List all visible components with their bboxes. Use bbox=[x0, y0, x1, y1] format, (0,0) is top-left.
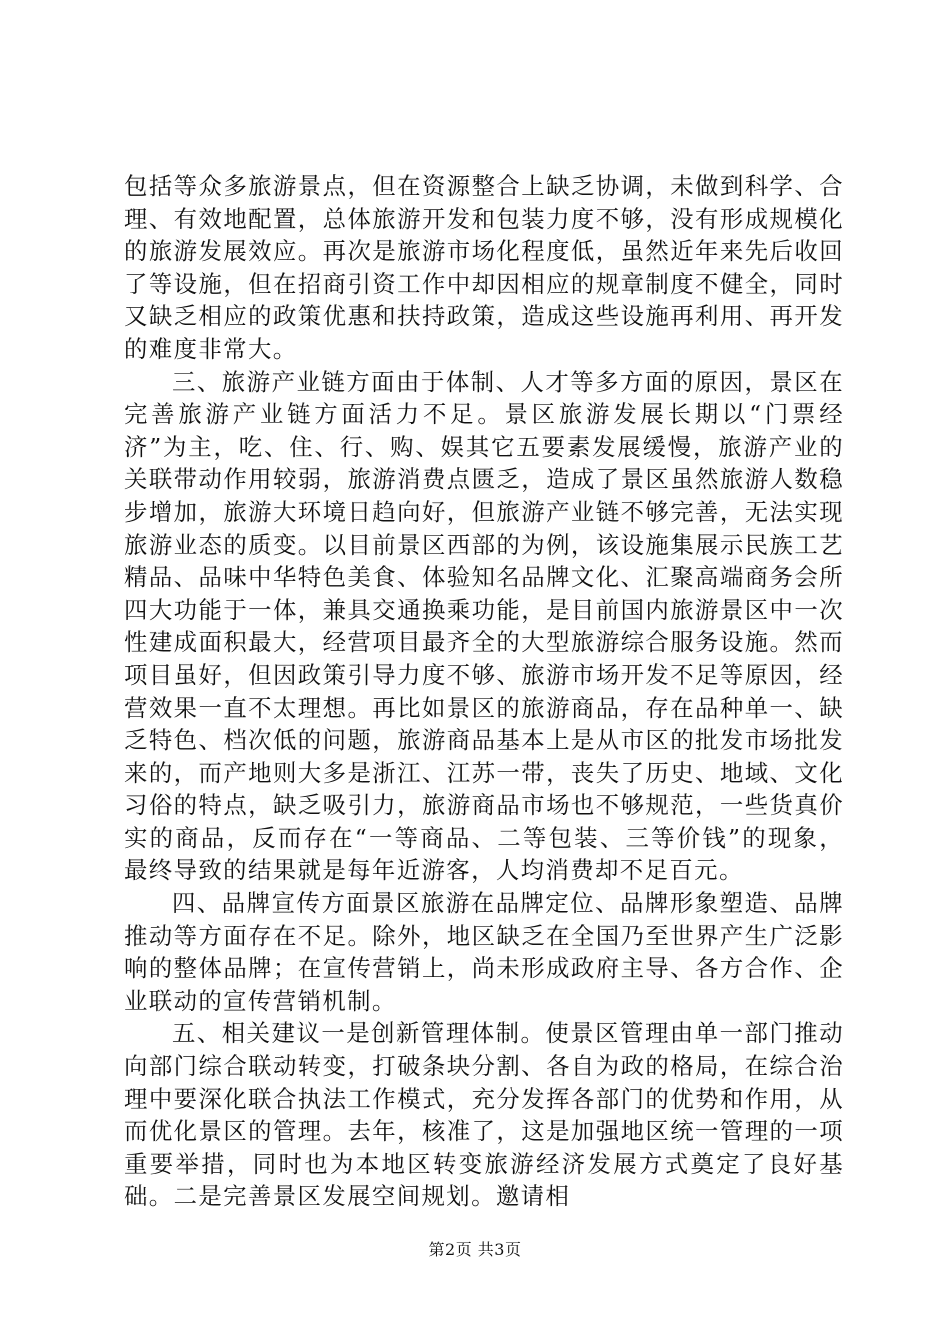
document-body bbox=[124, 170, 844, 1213]
paragraph-section-5: 五、相关建议一是创新管理体制。使景区管理由单一部门推动向部门综合联动转变，打破条块分割、各自为政的格局，在综合治理中要深化联合执法工作模式，充分发挥各部门的优势和作用，从而优化景区的管理。去年，核准了，这是加强地区统一管理的一项重要举措，同时也为本地区转变旅游经济发展方式奠定了良好基础。二是完善景区发展空间规划。邀请相 bbox=[124, 1019, 844, 1211]
paragraph-section-3: 三、旅游产业链方面由于体制、人才等多方面的原因，景区在完善旅游产业链方面活力不足。景区旅游发展长期以“门票经济”为主，吃、住、行、购、娱其它五要素发展缓慢，旅游产业的关联带动作用较弱，旅游消费点匮乏，造成了景区虽然旅游人数稳步增加，旅游大环境日趋向好，但旅游产业链不够完善，无法实现旅游业态的质变。以目前景区西部的为例，该设施集展示民族工艺精品、品味中华特色美食、体验知名品牌文化、汇聚高端商务会所四大功能于一体，兼具交通换乘功能，是目前国内旅游景区中一次性建成面积最大，经营项目最齐全的大型旅游综合服务设施。然而项目虽好，但因政策引导力度不够、旅游市场开发不足等原因，经营效果一直不太理想。再比如景区的旅游商品，存在品种单一、缺乏特色、档次低的问题，旅游商品基本上是从市区的批发市场批发来的，而产地则大多是浙江、江苏一带，丧失了历史、地域、文化习俗的特点，缺乏吸引力，旅游商品市场也不够规范，一些货真价实的商品，反而存在“一等商品、二等包装、三等价钱”的现象，最终导致的结果就是每年近游客，人均消费却不足百元。 bbox=[124, 367, 844, 885]
paragraph-continuation: 包括等众多旅游景点，但在资源整合上缺乏协调，未做到科学、合理、有效地配置，总体旅游开发和包装力度不够，没有形成规模化的旅游发展效应。再次是旅游市场化程度低，虽然近年来先后收回了等设施，但在招商引资工作中却因相应的规章制度不健全，同时又缺乏相应的政策优惠和扶持政策，造成这些设施再利用、再开发的难度非常大。 bbox=[124, 172, 844, 363]
paragraph-section-4: 四、品牌宣传方面景区旅游在品牌定位、品牌形象塑造、品牌推动等方面存在不足。除外，地区缺乏在全国乃至世界产生广泛影响的整体品牌；在宣传营销上，尚未形成政府主导、各方合作、企业联动的宣传营销机制。 bbox=[124, 889, 844, 1015]
page-number-footer: 第2页 共3页 bbox=[428, 1240, 522, 1259]
